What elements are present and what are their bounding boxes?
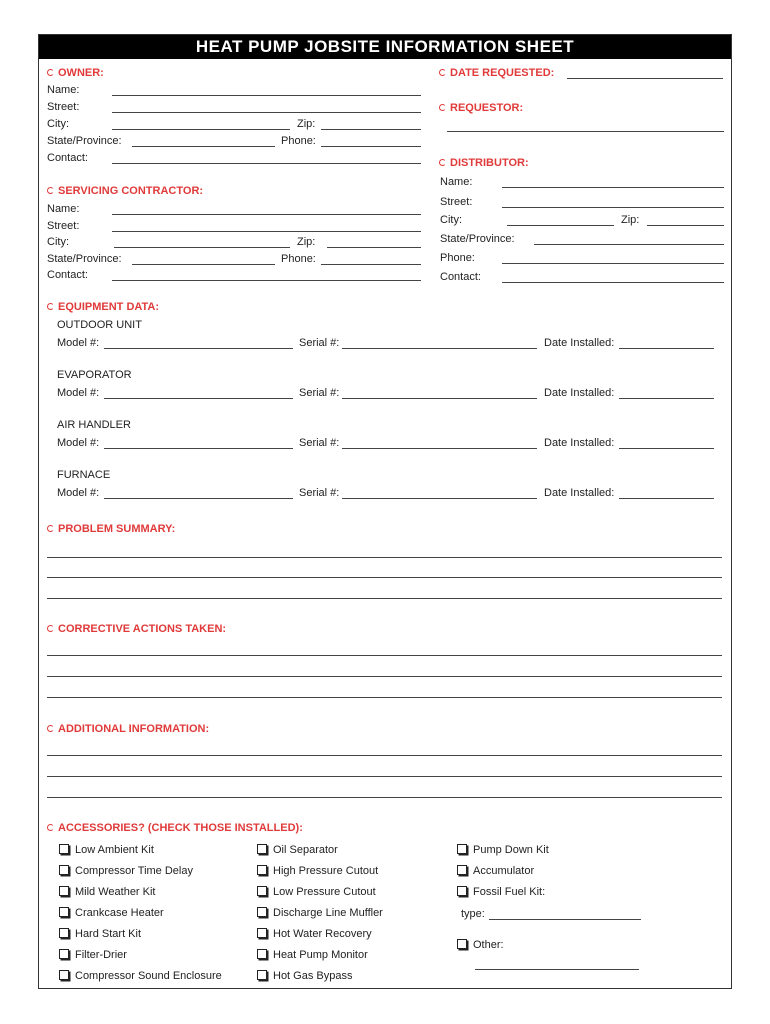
requestor-heading — [439, 102, 523, 114]
checkbox-icon[interactable] — [59, 949, 69, 959]
distributor-state-field[interactable] — [534, 244, 724, 245]
distributor-name-field[interactable] — [502, 187, 724, 188]
accessory-checkbox-item[interactable] — [257, 928, 372, 940]
servicing-heading-label: SERVICING CONTRACTOR: — [58, 185, 204, 197]
owner-heading — [47, 67, 104, 79]
accessory-label: Low Ambient Kit — [75, 844, 154, 856]
accessory-checkbox-item[interactable] — [59, 970, 222, 982]
distributor-state-label: State/Province: — [440, 233, 515, 245]
checkbox-icon[interactable] — [59, 970, 69, 980]
servicing-phone-field[interactable] — [321, 264, 421, 265]
checkbox-icon[interactable] — [457, 865, 467, 875]
additional-heading-label: ADDITIONAL INFORMATION: — [58, 723, 210, 735]
model-label: Model #: — [57, 487, 100, 499]
servicing-city-label: City: — [47, 236, 69, 248]
jobsite-sheet — [38, 34, 732, 989]
sheet-title: HEAT PUMP JOBSITE INFORMATION SHEET — [39, 35, 731, 59]
date-requested-heading — [439, 67, 554, 79]
circle-bullet-icon — [439, 69, 446, 76]
serial-label: Serial #: — [299, 487, 340, 499]
distributor-contact-field[interactable] — [502, 282, 724, 283]
accessory-label: Compressor Time Delay — [75, 865, 193, 877]
servicing-name-field[interactable] — [112, 214, 421, 215]
accessory-checkbox-item[interactable] — [257, 949, 368, 961]
circle-bullet-icon — [439, 104, 446, 111]
owner-street-label: Street: — [47, 101, 80, 113]
accessory-checkbox-item[interactable] — [257, 844, 338, 856]
serial-field[interactable] — [342, 448, 537, 449]
accessory-label: Hot Water Recovery — [273, 928, 372, 940]
equipment-unit-label: AIR HANDLER — [57, 419, 131, 431]
servicing-state-field[interactable] — [132, 264, 275, 265]
date-installed-label: Date Installed: — [544, 337, 615, 349]
checkbox-icon[interactable] — [257, 844, 267, 854]
servicing-heading — [47, 185, 203, 197]
distributor-zip-field[interactable] — [647, 225, 724, 226]
accessory-label: High Pressure Cutout — [273, 865, 379, 877]
checkbox-icon[interactable] — [59, 886, 69, 896]
accessory-checkbox-item[interactable] — [59, 844, 154, 856]
serial-label: Serial #: — [299, 387, 340, 399]
date-installed-label: Date Installed: — [544, 487, 615, 499]
distributor-phone-label: Phone: — [440, 252, 475, 264]
equipment-heading — [47, 301, 159, 313]
distributor-contact-label: Contact: — [440, 271, 481, 283]
servicing-zip-field[interactable] — [327, 247, 421, 248]
accessory-label: Filter-Drier — [75, 949, 127, 961]
distributor-phone-field[interactable] — [502, 263, 724, 264]
checkbox-icon[interactable] — [59, 865, 69, 875]
model-field[interactable] — [104, 498, 293, 499]
accessory-label: Low Pressure Cutout — [273, 886, 376, 898]
serial-field[interactable] — [342, 498, 537, 499]
owner-city-label: City: — [47, 118, 69, 130]
corrective-line[interactable] — [47, 655, 722, 656]
accessory-checkbox-item[interactable] — [457, 886, 545, 898]
equipment-unit-label: FURNACE — [57, 469, 111, 481]
problem-heading — [47, 523, 175, 535]
owner-name-label: Name: — [47, 84, 80, 96]
owner-phone-field[interactable] — [321, 146, 421, 147]
servicing-street-label: Street: — [47, 220, 80, 232]
owner-contact-label: Contact: — [47, 152, 88, 164]
owner-street-field[interactable] — [112, 112, 421, 113]
requestor-field[interactable] — [447, 131, 724, 132]
checkbox-icon[interactable] — [257, 928, 267, 938]
accessory-label: Hot Gas Bypass — [273, 970, 353, 982]
problem-line[interactable] — [47, 577, 722, 578]
accessory-checkbox-item[interactable] — [59, 907, 164, 919]
owner-state-label: State/Province: — [47, 135, 122, 147]
date-installed-label: Date Installed: — [544, 387, 615, 399]
problem-line[interactable] — [47, 557, 722, 558]
serial-field[interactable] — [342, 398, 537, 399]
fossil-fuel-type-field[interactable] — [489, 919, 641, 920]
owner-heading-label: OWNER: — [58, 67, 104, 79]
requestor-heading-label: REQUESTOR: — [450, 102, 524, 114]
circle-bullet-icon — [47, 625, 54, 632]
servicing-zip-label: Zip: — [297, 236, 316, 248]
accessory-checkbox-item[interactable] — [257, 886, 376, 898]
serial-field[interactable] — [342, 348, 537, 349]
checkbox-icon[interactable] — [457, 939, 467, 949]
distributor-street-label: Street: — [440, 196, 473, 208]
accessory-label: Hard Start Kit — [75, 928, 142, 940]
accessory-checkbox-item[interactable] — [457, 939, 504, 951]
accessory-label: Compressor Sound Enclosure — [75, 970, 222, 982]
servicing-contact-field[interactable] — [112, 280, 421, 281]
checkbox-icon[interactable] — [257, 865, 267, 875]
checkbox-icon[interactable] — [457, 886, 467, 896]
accessory-label: Pump Down Kit — [473, 844, 549, 856]
accessory-checkbox-item[interactable] — [59, 928, 141, 940]
circle-bullet-icon — [47, 824, 54, 831]
accessory-checkbox-item[interactable] — [59, 886, 156, 898]
model-field[interactable] — [104, 348, 293, 349]
circle-bullet-icon — [47, 69, 54, 76]
serial-label: Serial #: — [299, 437, 340, 449]
owner-city-field[interactable] — [112, 129, 290, 130]
circle-bullet-icon — [47, 525, 54, 532]
owner-zip-field[interactable] — [321, 129, 421, 130]
corrective-line[interactable] — [47, 676, 722, 677]
checkbox-icon[interactable] — [59, 844, 69, 854]
accessory-checkbox-item[interactable] — [257, 970, 352, 982]
servicing-state-label: State/Province: — [47, 253, 122, 265]
owner-phone-label: Phone: — [281, 135, 316, 147]
checkbox-icon[interactable] — [257, 970, 267, 980]
distributor-city-field[interactable] — [507, 225, 614, 226]
problem-line[interactable] — [47, 598, 722, 599]
accessory-label: Mild Weather Kit — [75, 886, 156, 898]
accessory-label: Discharge Line Muffler — [273, 907, 383, 919]
checkbox-icon[interactable] — [59, 907, 69, 917]
accessory-label: Heat Pump Monitor — [273, 949, 368, 961]
additional-line[interactable] — [47, 776, 722, 777]
date-installed-label: Date Installed: — [544, 437, 615, 449]
fossil-fuel-type-label: type: — [461, 908, 485, 920]
equipment-heading-label: EQUIPMENT DATA: — [58, 301, 160, 313]
circle-bullet-icon — [47, 303, 54, 310]
circle-bullet-icon — [47, 725, 54, 732]
distributor-heading — [439, 157, 529, 169]
corrective-heading-label: CORRECTIVE ACTIONS TAKEN: — [58, 623, 227, 635]
accessory-label: Oil Separator — [273, 844, 338, 856]
date-installed-field[interactable] — [619, 498, 714, 499]
date-requested-heading-label: DATE REQUESTED: — [450, 67, 555, 79]
corrective-line[interactable] — [47, 697, 722, 698]
circle-bullet-icon — [47, 187, 54, 194]
accessory-label: Fossil Fuel Kit: — [473, 886, 546, 898]
equipment-unit-label: OUTDOOR UNIT — [57, 319, 142, 331]
accessory-label: Accumulator — [473, 865, 535, 877]
distributor-name-label: Name: — [440, 176, 473, 188]
model-label: Model #: — [57, 337, 100, 349]
servicing-city-field[interactable] — [114, 247, 290, 248]
owner-contact-field[interactable] — [112, 163, 421, 164]
accessory-checkbox-item[interactable] — [59, 949, 127, 961]
serial-label: Serial #: — [299, 337, 340, 349]
servicing-name-label: Name: — [47, 203, 80, 215]
equipment-unit-label: EVAPORATOR — [57, 369, 132, 381]
servicing-street-field[interactable] — [112, 231, 421, 232]
date-installed-field[interactable] — [619, 348, 714, 349]
model-label: Model #: — [57, 437, 100, 449]
additional-heading — [47, 723, 209, 735]
owner-name-field[interactable] — [112, 95, 421, 96]
date-installed-field[interactable] — [619, 448, 714, 449]
model-field[interactable] — [104, 398, 293, 399]
additional-line[interactable] — [47, 797, 722, 798]
accessory-checkbox-item[interactable] — [457, 865, 534, 877]
date-requested-field[interactable] — [567, 78, 723, 79]
date-installed-field[interactable] — [619, 398, 714, 399]
circle-bullet-icon — [439, 159, 446, 166]
checkbox-icon[interactable] — [257, 949, 267, 959]
problem-heading-label: PROBLEM SUMMARY: — [58, 523, 176, 535]
distributor-street-field[interactable] — [502, 207, 724, 208]
distributor-heading-label: DISTRIBUTOR: — [450, 157, 529, 169]
owner-zip-label: Zip: — [297, 118, 316, 130]
checkbox-icon[interactable] — [257, 907, 267, 917]
model-field[interactable] — [104, 448, 293, 449]
distributor-zip-label: Zip: — [621, 214, 640, 226]
owner-state-field[interactable] — [132, 146, 275, 147]
servicing-phone-label: Phone: — [281, 253, 316, 265]
servicing-contact-label: Contact: — [47, 269, 88, 281]
accessory-checkbox-item[interactable] — [457, 844, 549, 856]
additional-line[interactable] — [47, 755, 722, 756]
accessories-heading-label: ACCESSORIES? (CHECK THOSE INSTALLED): — [58, 822, 303, 834]
other-accessory-field[interactable] — [475, 969, 639, 970]
checkbox-icon[interactable] — [457, 844, 467, 854]
checkbox-icon[interactable] — [257, 886, 267, 896]
accessories-heading — [47, 822, 303, 834]
accessory-checkbox-item[interactable] — [257, 907, 383, 919]
accessory-label: Other: — [473, 939, 504, 951]
distributor-city-label: City: — [440, 214, 462, 226]
accessory-label: Crankcase Heater — [75, 907, 164, 919]
checkbox-icon[interactable] — [59, 928, 69, 938]
corrective-heading — [47, 623, 226, 635]
accessory-checkbox-item[interactable] — [59, 865, 193, 877]
accessory-checkbox-item[interactable] — [257, 865, 378, 877]
model-label: Model #: — [57, 387, 100, 399]
